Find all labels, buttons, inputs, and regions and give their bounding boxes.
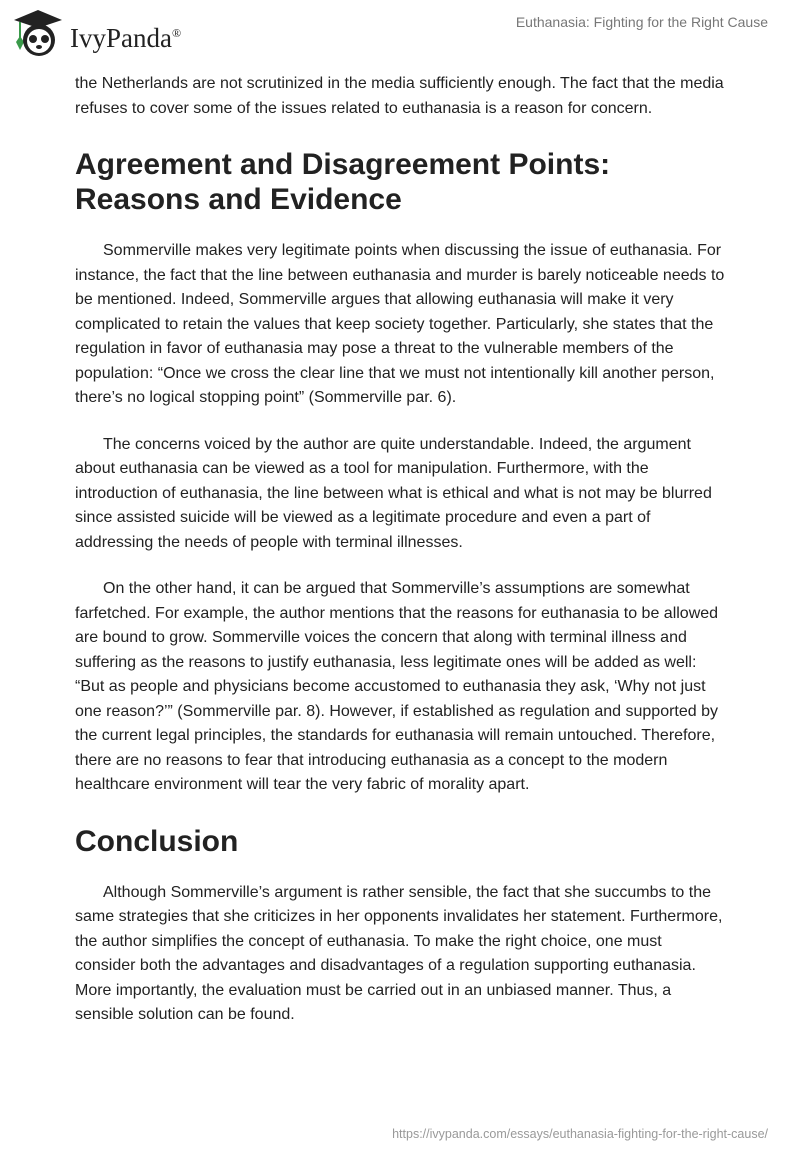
registered-mark: ® [171,25,182,40]
paragraph: Sommerville makes very legitimate points when discussing the issue of euthanasia. For instance, the fact that the line between euthanasia and murder is barely noticeable needs to be mentioned. Indeed, Sommerville argues that allowing euthanasia will make it very complicated to retain the values that keep society together. Particularly, she states that the regulation in favor of euthanasia may pose a threat to the vulnerable members of the population: “Once we cross the clear line that we must not intentionally kill another person, there’s no logical stopping point” (Sommerville par. 6). [75,242,725,406]
source-url[interactable]: https://ivypanda.com/essays/euthanasia-fighting-for-the-right-cause/ [392,1127,768,1141]
document-title: Euthanasia: Fighting for the Right Cause [515,14,768,30]
section-heading-conclusion: Conclusion [75,824,239,858]
logo-text: IvyPanda [70,22,172,53]
panda-logo-icon [12,8,64,58]
paragraph: On the other hand, it can be argued that Sommerville’s assumptions are somewhat farfetched. For example, the author mentions that the reasons for euthanasia to be allowed are bound to grow. Sommerville voices the concern that along with terminal illness and suffering as the reasons to justify euthanasia, less legitimate ones will be added as well: “But as people and physicians become accustomed to euthanasia they ask, ‘Why not just one reason?’” (Sommerville par. 8). However, if established as regulation and supported by the current legal principles, the standards for euthanasia will remain untouched. Therefore, there are no reasons to fear that introducing euthanasia as a concept to the modern healthcare environment will tear the very fabric of morality apart. [75,580,719,793]
essay-content [75,72,725,1050]
ivypanda-logo[interactable] [12,8,181,58]
paragraph: The concerns voiced by the author are quite understandable. Indeed, the argument about euthanasia can be viewed as a tool for manipulation. Furthermore, with the introduction of euthanasia, the line between what is ethical and what is not may be blurred since assisted suicide will be viewed as a legitimate procedure and even a part of addressing the needs of people with terminal illnesses. [75,435,712,551]
section-heading-agreement: Agreement and Disagreement Points: Reasons and Evidence [75,148,611,216]
intro-paragraph: the Netherlands are not scrutinized in the media sufficiently enough. The fact that the media refuses to cover some of the issues related to euthanasia is a reason for concern. [75,75,724,117]
paragraph: Although Sommerville’s argument is rather sensible, the fact that she succumbs to the same strategies that she criticizes in her opponents invalidates her statement. Furthermore, the author simplifies the concept of euthanasia. To make the right choice, one must consider both the advantages and disadvantages of a regulation supporting euthanasia. More importantly, the evaluation must be carried out in an unbiased manner. Thus, a sensible solution can be found. [75,883,723,1023]
